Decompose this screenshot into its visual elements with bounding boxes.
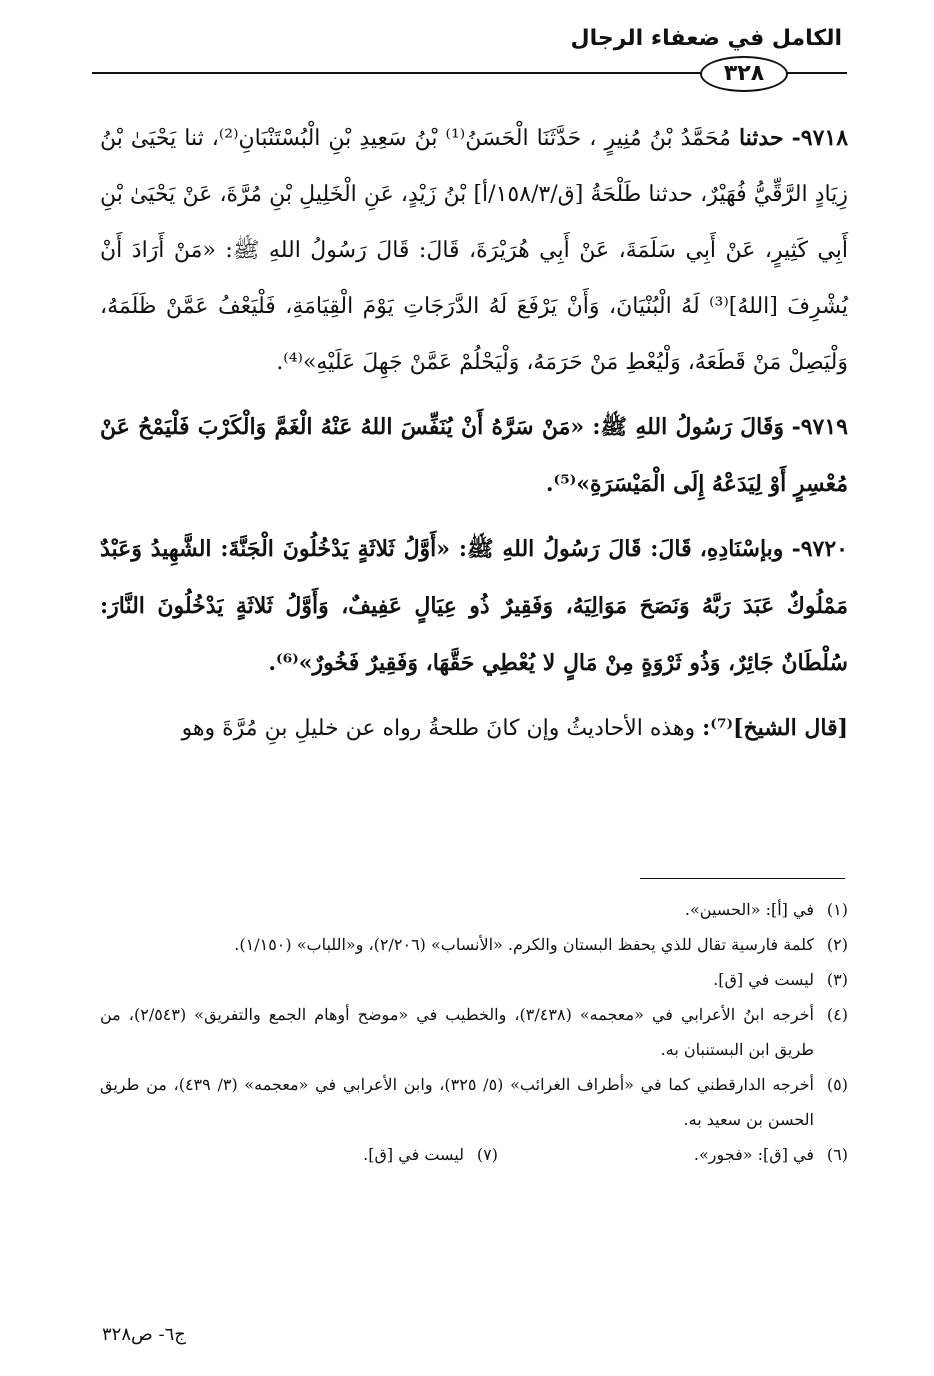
footnote-pair [100,1137,848,1172]
page-number: ٣٢٨ [700,56,788,92]
entry-lead: وبإسْنَادِهِ، [699,536,784,562]
footnote-text: ليست في [ق]. [363,1145,464,1164]
footnote [498,1137,848,1172]
footnote [100,927,848,962]
footnote [100,997,848,1067]
sheikh-comment [100,700,848,757]
main-text [100,110,848,765]
footnote-text: في [أ]: «الحسين». [684,900,814,919]
footnote [148,1137,498,1172]
footnote [100,962,848,997]
footnote [100,1067,848,1137]
entry-text: وَقَالَ رَسُولُ اللهِ ﷺ: «مَنْ سَرَّهُ أَنْ يُنَفِّسَ اللهُ عَنْهُ الْغَمَّ وَالْكَرْبَ فَلْيَمْحُ عَنْ مُعْسِرٍ أَوْ لِيَدَعْهُ إِلَى الْمَيْسَرَةِ»⁽⁵⁾. [100,414,848,497]
footnotes [100,892,848,1172]
entry-9720 [100,521,848,692]
footnote-text: في [ق]: «فجور». [693,1145,814,1164]
footnote-number: (٦) [826,1145,848,1164]
footnote-rule [640,878,845,879]
entry-lead: [قال الشيخ]⁽⁷⁾: [702,715,848,741]
footnote-number: (٧) [476,1145,498,1164]
volume-page-reference: ج٦- ص٣٢٨ [102,1324,186,1345]
footnote [100,892,848,927]
footnote-text: أخرجه ابنُ الأعرابي في «معجمه» (٣/٤٣٨)، والخطيب في «موضح أوهام الجمع والتفريق» (٢/٥٤٣)، من طريق ابن البستنبان به. [100,1005,814,1059]
footnote-number: (١) [826,900,848,919]
entry-number: ٩٧٢٠- [791,536,848,562]
footnote-number: (٥) [826,1075,848,1094]
footnote-text: أخرجه الدارقطني كما في «أطراف الغرائب» (٥/ ٣٢٥)، وابن الأعرابي في «معجمه» (٣/ ٤٣٩)، من طريق الحسن بن سعيد به. [100,1075,814,1129]
entry-9719 [100,399,848,513]
entry-text: قَالَ: قَالَ رَسُولُ اللهِ ﷺ: «أَوَّلُ ثَلاثَةٍ يَدْخُلُونَ الْجَنَّةَ: الشَّهِيدُ وَعَبْدٌ مَمْلُوكٌ عَبَدَ رَبَّهُ وَنَصَحَ مَوَالِيَهُ، وَفَقِيرٌ ذُو عِيَالٍ عَفِيفٌ، وَأَوَّلُ ثَلاثَةٍ يَدْخُلُونَ النَّارَ: سُلْطَانٌ جَائِرٌ، وَذُو ثَرْوَةٍ مِنْ مَالٍ لا يُعْطِي حَقَّهَا، وَفَقِيرٌ فَخُورٌ»⁽⁶⁾. [100,536,848,676]
footnote-number: (٣) [826,970,848,989]
entry-text: مُحَمَّدُ بْنُ مُنِيرٍ ، حَدَّثَنَا الْحَسَنُ⁽¹⁾ بْنُ سَعِيدِ بْنِ الْبُسْتَنْبَانِ⁽²⁾، ثنا يَحْيَىٰ بْنُ زِيَادٍ الرَّقِّيُّ فُهَيْرٌ، حدثنا طَلْحَةُ [ق/١٥٨/٣/أ] بْنُ زَيْدٍ، عَنِ الْخَلِيلِ بْنِ مُرَّةَ، عَنْ يَحْيَىٰ بْنِ أَبِي كَثِيرٍ، عَنْ أَبِي سَلَمَةَ، عَنْ أَبِي هُرَيْرَةَ، قَالَ: قَالَ رَسُولُ اللهِ ﷺ: «مَنْ أَرَادَ أَنْ يُشْرِفَ [اللهُ]⁽³⁾ لَهُ الْبُنْيَانَ، وَأَنْ يَرْفَعَ لَهُ الدَّرَجَاتِ يَوْمَ الْقِيَامَةِ، فَلْيَعْفُ عَمَّنْ ظَلَمَهُ، وَلْيَصِلْ مَنْ قَطَعَهُ، وَلْيُعْطِ مَنْ حَرَمَهُ، وَلْيَحْلُمْ عَمَّنْ جَهِلَ عَلَيْهِ»⁽⁴⁾. [100,126,849,375]
footnote-number: (٢) [826,935,848,954]
footnote-number: (٤) [826,1005,848,1024]
entry-text: وهذه الأحاديثُ وإن كانَ طلحةُ رواه عن خليلِ بنِ مُرَّةَ وهو [181,716,696,741]
footnote-text: كلمة فارسية تقال للذي يحفظ البستان والكرم. «الأنساب» (٢/٢٠٦)، و«اللباب» (١/١٥٠). [234,935,814,954]
footnote-text: ليست في [ق]. [713,970,814,989]
entry-number: ٩٧١٩- [791,414,848,440]
running-title: الكامل في ضعفاء الرجال [570,26,842,51]
entry-number: ٩٧١٨- [791,125,849,151]
entry-9718 [100,110,848,391]
entry-lead: حدثنا [738,125,784,151]
